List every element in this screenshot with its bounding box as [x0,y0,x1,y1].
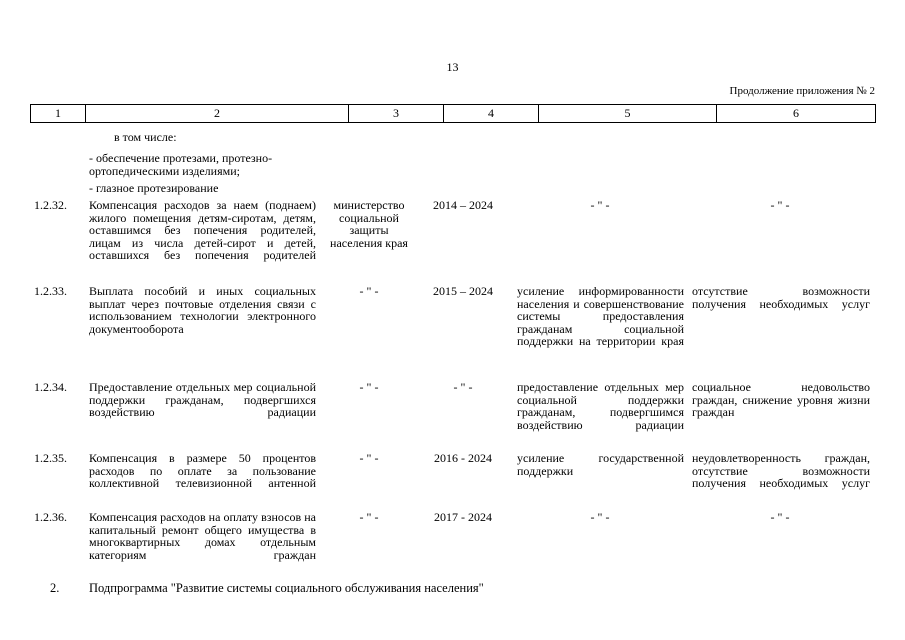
row-1-2-32-consequence: - " - [770,198,790,212]
row-1-2-34-period: - " - [453,380,473,394]
row-1-2-33-consequence: отсутствие возможности получения необходимых услуг [692,284,870,311]
row-1-2-36-result: - " - [590,510,610,524]
header-col-3: 3 [349,105,444,122]
pre-row-intro: в том числе: [114,130,177,144]
row-1-2-36-responsible: - " - [359,510,379,524]
header-col-1: 1 [31,105,86,122]
subprogram-num: 2. [50,581,60,595]
row-1-2-32-responsible: министерство социальной защиты населения края [330,198,408,250]
row-1-2-32-period: 2014 – 2024 [433,198,493,212]
row-1-2-36-num: 1.2.36. [34,510,67,524]
page-number: 13 [446,60,459,74]
row-1-2-36-period: 2017 - 2024 [434,510,492,524]
header-col-2: 2 [86,105,349,122]
row-1-2-32-text: Компенсация расходов за наем (поднаем) жилого помещения детям-сиротам, детям, оставшимся без попечения родителей, лицам из числа детей-сирот и детей, оставшихся без попечения родителей [89,198,316,262]
row-1-2-35-responsible: - " - [359,451,379,465]
row-1-2-32-result: - " - [590,198,610,212]
row-1-2-36-consequence: - " - [770,510,790,524]
continuation-label: Продолжение приложения № 2 [729,85,875,97]
row-1-2-33-result: усиление информированности населения и совершенствование системы предоставления гражданам социальной поддержки на территории края [517,284,684,348]
subprogram-title: Подпрограмма "Развитие системы социального обслуживания населения" [89,581,484,595]
row-1-2-36-text: Компенсация расходов на оплату взносов на капитальный ремонт общего имущества в многоквартирных домах отдельным категориям граждан [89,510,316,562]
row-1-2-34-num: 1.2.34. [34,380,67,394]
row-1-2-33-responsible: - " - [359,284,379,298]
row-1-2-33-text: Выплата пособий и иных социальных выплат через почтовые отделения связи с использованием технологии электронного документооборота [89,284,316,336]
row-1-2-35-result: усиление государственной поддержки [517,451,684,478]
row-1-2-35-num: 1.2.35. [34,451,67,465]
header-col-5: 5 [539,105,717,122]
header-col-6: 6 [793,106,799,120]
row-1-2-32-num: 1.2.32. [34,198,67,212]
row-1-2-34-consequence: социальное недовольство граждан, снижение уровня жизни граждан [692,380,870,419]
row-1-2-35-period: 2016 - 2024 [434,451,492,465]
row-1-2-33-period: 2015 – 2024 [433,284,493,298]
row-1-2-35-text: Компенсация в размере 50 процентов расходов по оплате за пользование коллективной телевизионной антенной [89,451,316,490]
row-1-2-33-num: 1.2.33. [34,284,67,298]
row-1-2-35-consequence: неудовлетворенность граждан, отсутствие возможности получения необходимых услуг [692,451,870,490]
row-1-2-34-result: предоставление отдельных мер социальной поддержки гражданам, подвергшимся воздействию радиации [517,380,684,432]
table-header [30,104,876,123]
pre-row-eye-prosthetics: - глазное протезирование [89,181,219,195]
row-1-2-34-text: Предоставление отдельных мер социальной поддержки гражданам, подвергшихся воздействию радиации [89,380,316,419]
header-col-4: 4 [444,105,539,122]
pre-row-prosthetics: - обеспечение протезами, протезно-ортопедическими изделиями; [89,151,273,178]
row-1-2-34-responsible: - " - [359,380,379,394]
